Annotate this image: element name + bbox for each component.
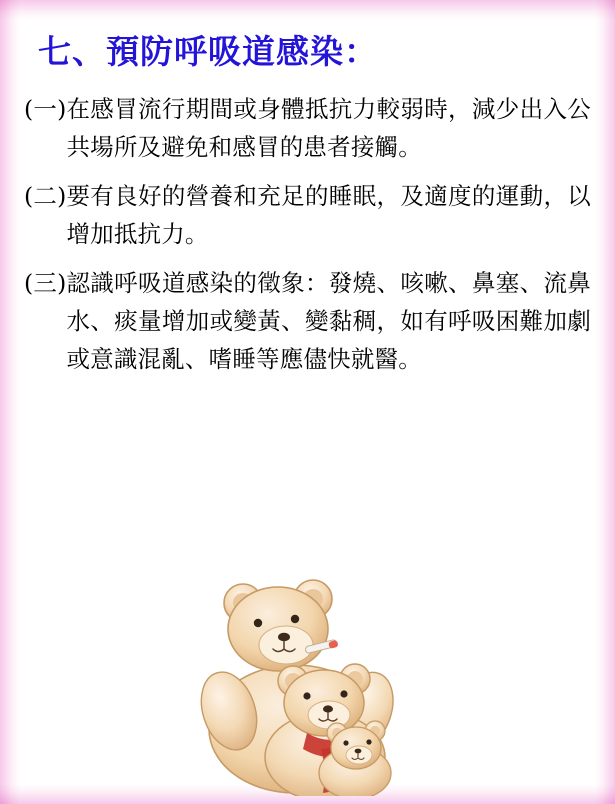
paragraph-marker-1: (一): [24, 94, 67, 123]
paragraph-2: [24, 177, 591, 253]
page-title: 七、預防呼吸道感染：: [38, 32, 378, 71]
paragraph-1: [24, 90, 591, 166]
paragraph-marker-2: (二): [24, 181, 67, 210]
paragraph-text-3: 認識呼吸道感染的徵象：發燒、咳嗽、鼻塞、流鼻水、痰量增加或變黃、變黏稠，如有呼吸困難加劇或意識混亂、嗜睡等應儘快就醫。: [66, 268, 591, 373]
paragraph-text-2: 要有良好的營養和充足的睡眠，及適度的運動，以增加抵抗力。: [66, 181, 591, 248]
paragraph-text-1: 在感冒流行期間或身體抵抗力較弱時，減少出入公共場所及避免和感冒的患者接觸。: [66, 94, 591, 161]
paragraph-3: [24, 264, 591, 378]
paragraph-marker-3: (三): [24, 268, 67, 297]
